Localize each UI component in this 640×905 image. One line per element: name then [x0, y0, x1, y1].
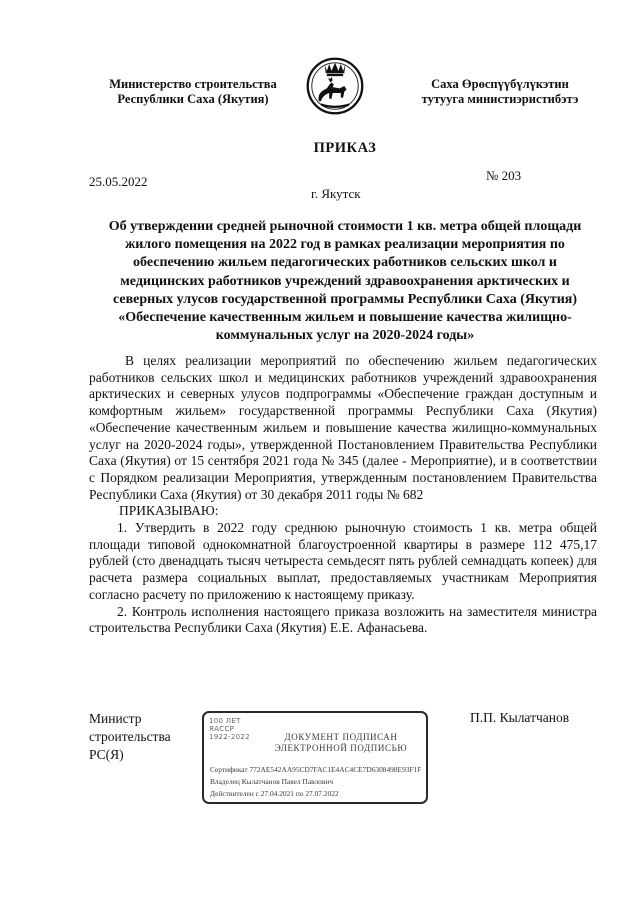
ministry-name-line: Министерство строительства [109, 77, 277, 91]
signatory-position-line: РС(Я) [89, 747, 124, 762]
order-subject: Об утверждении средней рыночной стоимости 1 кв. метра общей площади жилого помещения на 2022 год в рамках реализации мероприятия по обеспечению жильем педагогических работников сельских школ и медицинских работников учреждений здравоохранения арктических и северных улусов государственной программы Республики Саха (Якутия) «Обеспечение качественным жильем и повышение качества жилищно-коммунальных услуг на 2020-2024 годы» [108, 219, 582, 344]
certificate-validity: Действителен с 27.04.2021 по 27.07.2022 [210, 789, 339, 798]
logo-text: 100 ЛЕТ [209, 717, 241, 725]
order-date: 25.05.2022 [89, 174, 148, 189]
order-item-1: 1. Утвердить в 2022 году среднюю рыночную стоимость 1 кв. метра общей площади типовой однокомнатной благоустроенной квартиры в размере 112 475,17 рублей (сто двенадцать тысяч четыреста семьдесят пять рублей семнадцать копеек) для расчета размера социальных выплат, предоставляемых участникам Мероприятия согласно расчету по приложению к настоящему приказу. [89, 520, 597, 602]
order-number: № 203 [486, 168, 522, 183]
order-item-2: 2. Контроль исполнения настоящего приказа возложить на заместителя министра строительства Республики Саха (Якутия) Е.Е. Афанасьева. [89, 603, 597, 636]
stamp-title-line: ЭЛЕКТРОННОЙ ПОДПИСЬЮ [274, 743, 408, 753]
ministry-name-line: тутууга министиэристибэтэ [421, 92, 579, 106]
electronic-signature-stamp [202, 711, 428, 804]
order-directive: ПРИКАЗЫВАЮ: [119, 503, 219, 519]
ministry-name-yakut [395, 77, 605, 107]
signatory-position-line: строительства [89, 729, 171, 744]
order-body [89, 353, 597, 637]
signatory-position-line: Министр [89, 711, 142, 726]
ministry-name-line: Саха Өрөспүүбүлүкэтин [431, 77, 569, 91]
coat-of-arms-icon [306, 57, 364, 115]
ministry-name-russian [88, 77, 298, 107]
stamp-title [256, 732, 426, 754]
ministry-name-line: Республики Саха (Якутия) [117, 92, 269, 106]
document-title: ПРИКАЗ [313, 140, 377, 156]
signatory-position [89, 710, 171, 764]
anniversary-logo [209, 717, 261, 741]
certificate-number: Сертификат 772AE542AA95CD7FAC1E4AC4CE7D6308498E93F1F [210, 765, 422, 774]
signatory-name: П.П. Кылатчанов [470, 710, 570, 725]
stamp-title-line: ДОКУМЕНТ ПОДПИСАН [284, 732, 398, 742]
certificate-owner: Владелец Кылатчанов Павел Павлович [210, 777, 334, 786]
logo-text: ЯАССР [209, 725, 235, 733]
preamble-paragraph: В целях реализации мероприятий по обеспечению жильем педагогических работников сельских школ и медицинских работников учреждений здравоохранения арктических и северных улусов подпрограммы «Обеспечение граждан доступным и комфортным жильем» государственной программы Республики Саха (Якутия) «Обеспечение качественным жильем и повышение качества жилищно-коммунальных услуг на 2020-2024 годы», утвержденной Постановлением Правительства Республики Саха (Якутия) от 15 сентября 2021 года № 345 (далее - Мероприятие), и в соответствии с Порядком реализации Мероприятия, утвержденным постановлением Правительства Республики Саха (Якутия) от 30 декабря 2011 годы № 682 [89, 353, 597, 502]
logo-text: 1922-2022 [209, 733, 250, 741]
order-city: г. Якутск [311, 186, 361, 201]
